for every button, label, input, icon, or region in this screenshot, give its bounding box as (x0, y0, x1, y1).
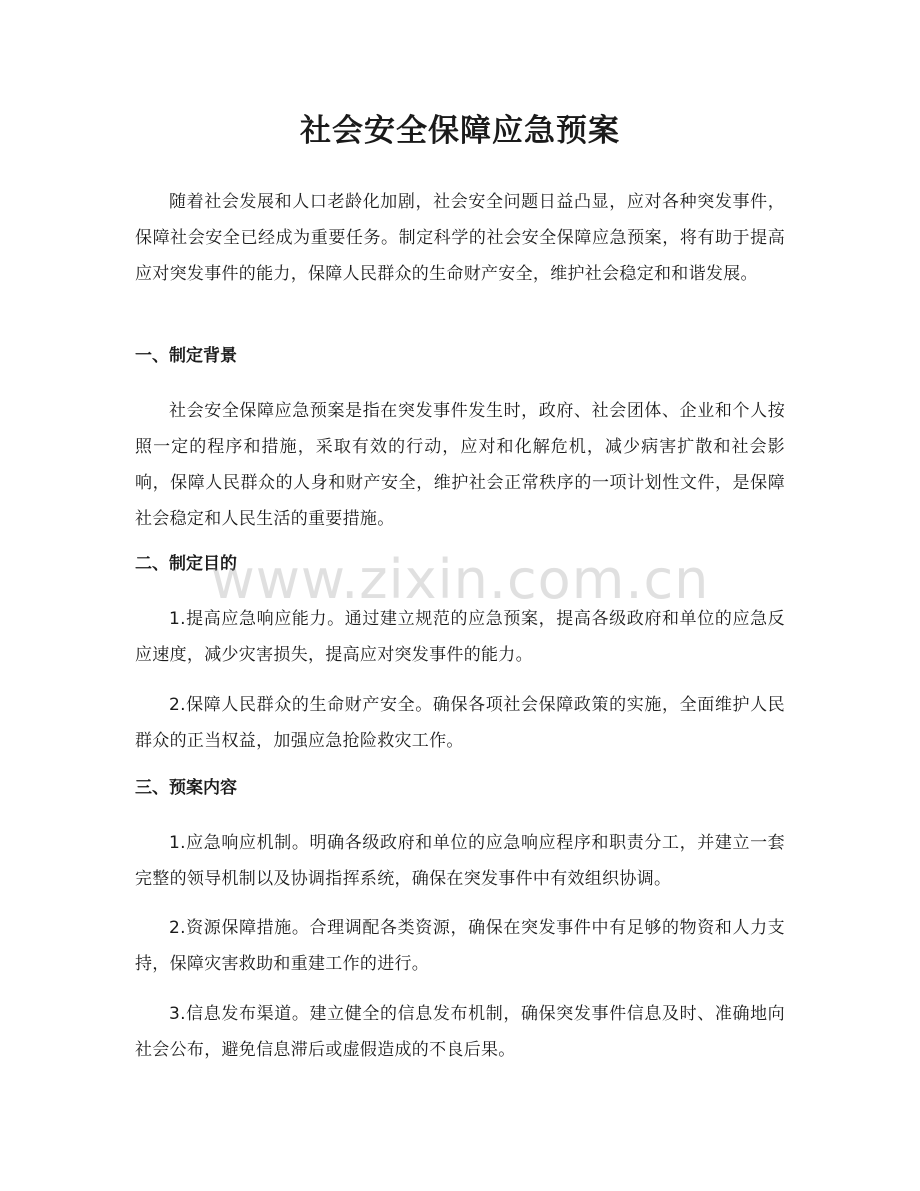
section-heading-purpose: 二、制定目的 (135, 554, 237, 574)
content-paragraph-2: 2.资源保障措施。合理调配各类资源，确保在突发事件中有足够的物资和人力支持，保障灾害救助和重建工作的进行。 (135, 918, 785, 974)
section-heading-content: 三、预案内容 (135, 778, 237, 798)
document-title: 社会安全保障应急预案 (300, 113, 620, 149)
content-paragraph-3: 3.信息发布渠道。建立健全的信息发布机制，确保突发事件信息及时、准确地向社会公布，避免信息滞后或虚假造成的不良后果。 (135, 1004, 785, 1060)
purpose-paragraph-2: 2.保障人民群众的生命财产安全。确保各项社会保障政策的实施，全面维护人民群众的正当权益，加强应急抢险救灾工作。 (135, 695, 785, 751)
section-heading-background: 一、制定背景 (135, 346, 237, 366)
purpose-paragraph-1: 1.提高应急响应能力。通过建立规范的应急预案，提高各级政府和单位的应急反应速度，减少灾害损失，提高应对突发事件的能力。 (135, 609, 785, 665)
content-paragraph-1: 1.应急响应机制。明确各级政府和单位的应急响应程序和职责分工，并建立一套完整的领导机制以及协调指挥系统，确保在突发事件中有效组织协调。 (135, 833, 785, 889)
background-paragraph: 社会安全保障应急预案是指在突发事件发生时，政府、社会团体、企业和个人按照一定的程序和措施，采取有效的行动，应对和化解危机，减少病害扩散和社会影响，保障人民群众的人身和财产安全，维护社会正常秩序的一项计划性文件，是保障社会稳定和人民生活的重要措施。 (135, 401, 785, 529)
intro-paragraph: 随着社会发展和人口老龄化加剧，社会安全问题日益凸显，应对各种突发事件，保障社会安全已经成为重要任务。制定科学的社会安全保障应急预案，将有助于提高应对突发事件的能力，保障人民群众的生命财产安全，维护社会稳定和和谐发展。 (135, 192, 785, 284)
watermark-text: www.zixin.com.cn (210, 548, 710, 611)
